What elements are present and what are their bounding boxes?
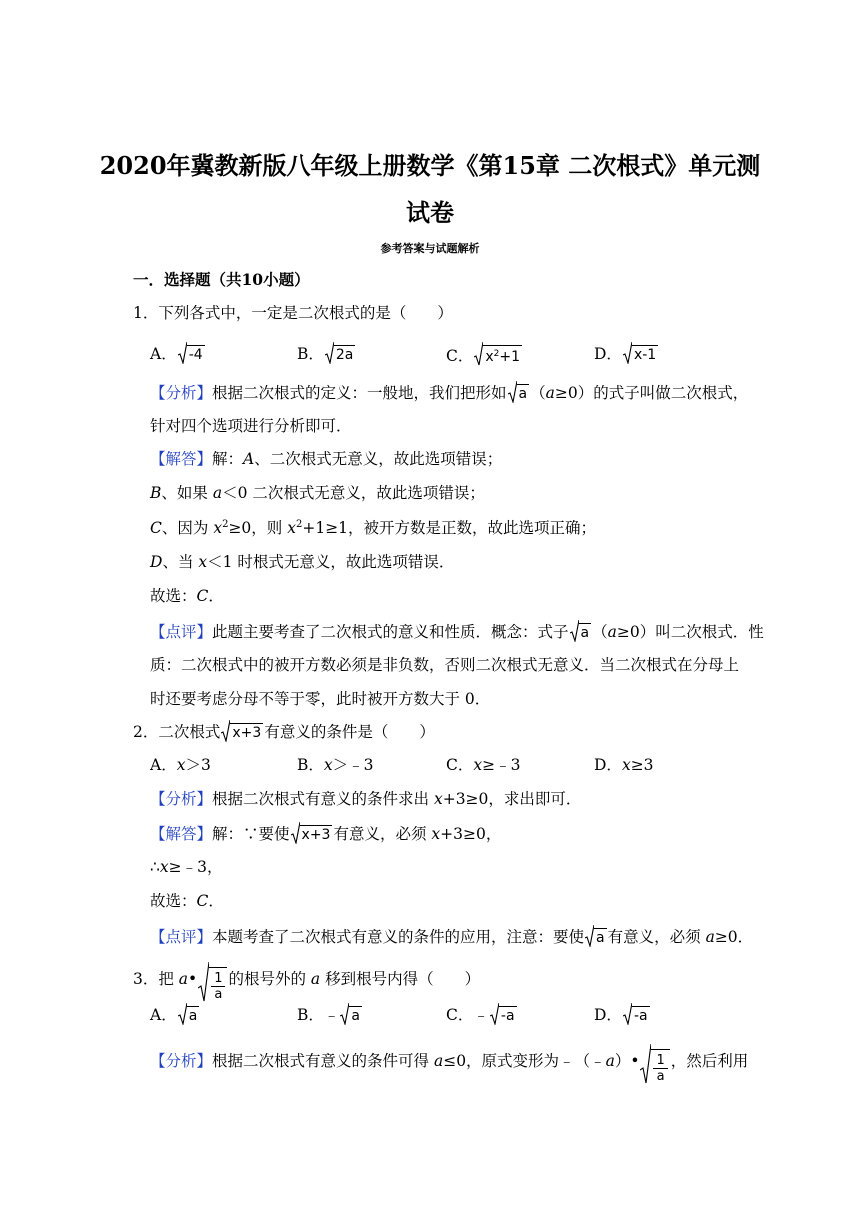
radical: -a <box>490 1003 517 1025</box>
q2-choose: 故选：C． <box>150 892 224 910</box>
q2-solution: 【解答】解：∵要使 x+3 有意义，必须 x+3≥0， <box>150 822 501 844</box>
radical: $x^2+1$ <box>474 342 522 366</box>
radical: -4 <box>178 342 205 364</box>
radical: x+3 <box>221 720 263 742</box>
radical: 2a <box>325 342 356 364</box>
doc-subtitle: 参考答案与试题解析 <box>380 242 480 255</box>
analysis-tag: 【分析】 <box>150 1052 213 1070</box>
radical: a <box>508 381 530 403</box>
q2-analysis: 【分析】根据二次根式有意义的条件求出 x+3≥0，求出即可． <box>150 790 582 808</box>
analysis-tag: 【分析】 <box>150 790 213 808</box>
fraction: $\frac{1}{a}$ <box>653 1053 667 1084</box>
comment-tag: 【点评】 <box>150 928 213 946</box>
q1-stem: 1．下列各式中，一定是二次根式的是（ ） <box>133 304 453 322</box>
q1-analysis-line2: 针对四个选项进行分析即可． <box>150 417 352 435</box>
q1-solution-c: C、因为 $x^2\ge 0$，则 $x^2+1\ge 1$，被开方数是正数，故此选项正确； <box>150 519 597 537</box>
radical: a <box>570 620 592 642</box>
q2-option-a: A．x＞3 <box>150 756 211 774</box>
radical: x-1 <box>623 342 658 364</box>
q1-option-b: B． 2a <box>297 342 356 364</box>
q1-comment-line2: 质：二次根式中的被开方数必须是非负数，否则二次根式无意义．当二次根式在分母上 <box>150 656 740 674</box>
doc-title-line2: 试卷 <box>406 198 454 227</box>
radical: a <box>178 1003 200 1025</box>
comment-tag: 【点评】 <box>150 623 213 641</box>
q2-stem: 2．二次根式 x+3 有意义的条件是（ ） <box>133 720 435 742</box>
q1-option-d: D． x-1 <box>594 342 659 364</box>
q3-option-b: B．﹣ a <box>297 1003 363 1025</box>
radical: a <box>585 925 607 947</box>
q3-option-c: C．﹣ -a <box>446 1003 518 1025</box>
radical: x+3 <box>291 822 333 844</box>
q2-comment: 【点评】本题考查了二次根式有意义的条件的应用，注意：要使 a 有意义，必须 a≥0． <box>150 925 753 947</box>
q1-analysis-line1: 【分析】根据二次根式的定义：一般地，我们把形如 a （a≥0）的式子叫做二次根式， <box>150 381 748 403</box>
radical <box>640 1044 669 1084</box>
section-heading: 一．选择题（共10小题） <box>133 270 310 289</box>
q1-option-c: C． $x^2+1$ <box>446 342 523 366</box>
q1-option-a: A． -4 <box>150 342 206 364</box>
radical <box>198 962 227 1002</box>
analysis-tag: 【分析】 <box>150 384 213 402</box>
q1-choose: 故选：C． <box>150 587 224 605</box>
q1-solution-line1: 【解答】解：A、二次根式无意义，故此选项错误； <box>150 450 503 468</box>
radical: -a <box>623 1003 650 1025</box>
q1-solution-b: B、如果 a＜0 二次根式无意义，故此选项错误； <box>150 484 485 502</box>
q1-comment-line3: 时还要考虑分母不等于零，此时被开方数大于 0． <box>150 690 491 708</box>
fraction: $\frac{1}{a}$ <box>211 971 225 1002</box>
solution-tag: 【解答】 <box>150 450 213 468</box>
q2-option-b: B．x＞﹣3 <box>297 756 374 774</box>
q2-option-c: C．x≥﹣3 <box>446 756 521 774</box>
radical: a <box>340 1003 362 1025</box>
doc-title-line1: 2020年冀教新版八年级上册数学《第15章 二次根式》单元测 <box>99 151 761 180</box>
solution-tag: 【解答】 <box>150 825 213 843</box>
q2-therefore: ∴x≥﹣3， <box>150 858 223 876</box>
q3-stem: 3．把 a• $\frac{1}{a}$ 的根号外的 a 移到根号内得（ ） <box>133 962 480 1002</box>
q1-solution-d: D、当 x＜1 时根式无意义，故此选项错误． <box>150 553 455 571</box>
q3-option-a: A． a <box>150 1003 200 1025</box>
q3-analysis: 【分析】根据二次根式有意义的条件可得 a≤0，原式变形为﹣（﹣a）• $\frac{1}{a}$ ，然后利用 <box>150 1044 748 1084</box>
q3-option-d: D． -a <box>594 1003 651 1025</box>
q2-option-d: D．x≥3 <box>594 756 654 774</box>
q1-comment-line1: 【点评】此题主要考查了二次根式的意义和性质．概念：式子 a （a≥0）叫二次根式．性 <box>150 620 764 642</box>
